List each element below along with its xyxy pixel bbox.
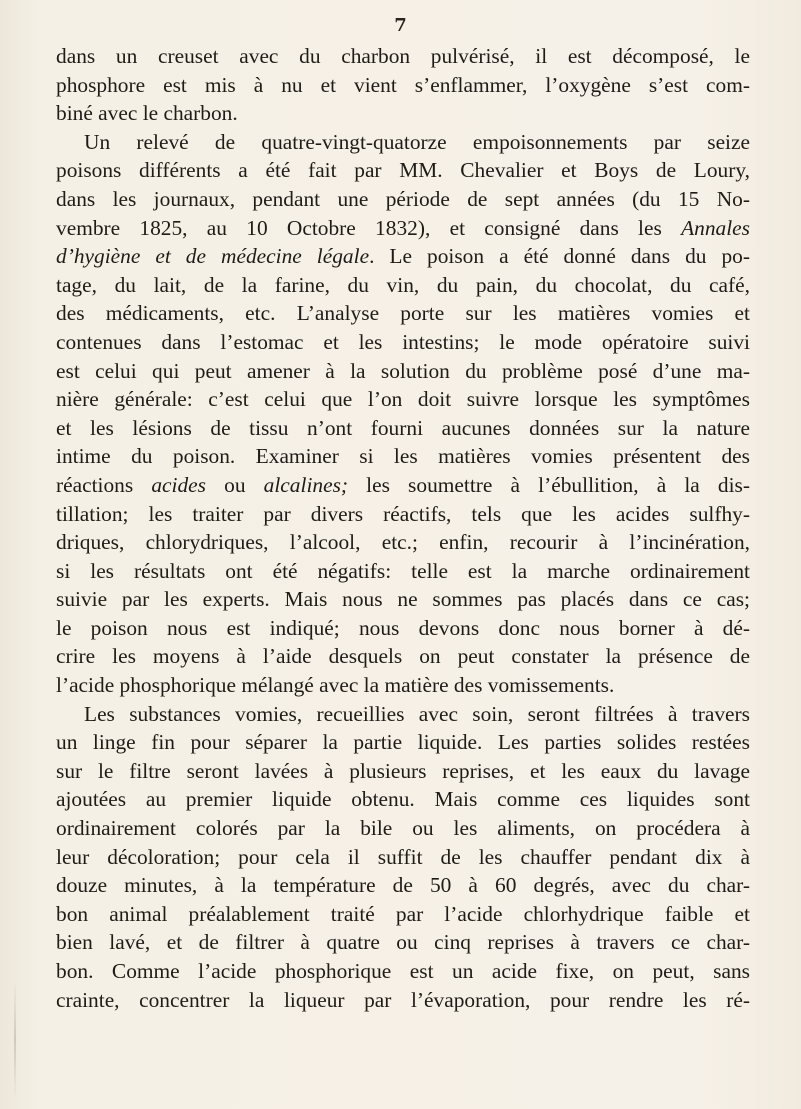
- text-segment: ou: [206, 472, 264, 497]
- text-line: bon animal préalablement traité par l’acide chlorhydrique faible et: [56, 901, 750, 926]
- text-line: [56, 471, 750, 500]
- text-line: biné avec le charbon.: [56, 101, 238, 126]
- body-text: [56, 42, 750, 1014]
- text-line: l’acide phosphorique mélangé avec la matière des vomissements.: [56, 673, 615, 698]
- text-line: dans un creuset avec du charbon pulvérisé, il est décomposé, le: [56, 44, 750, 68]
- italic-word: alcalines;: [263, 472, 349, 497]
- text-line: et les lésions de tissu n’ont fourni aucunes données sur la nature: [56, 415, 750, 440]
- text-line: est celui qui peut amener à la solution du problème posé d’une ma-: [56, 358, 750, 383]
- italic-title: Annales: [681, 215, 750, 240]
- text-line: ajoutées au premier liquide obtenu. Mais comme ces liquides sont: [56, 787, 750, 812]
- text-line: le poison nous est indiqué; nous devons donc nous borner à dé-: [56, 615, 750, 640]
- text-line: contenues dans l’estomac et les intestins; le mode opératoire suivi: [56, 329, 750, 354]
- text-line: [56, 242, 750, 271]
- text-line: bon. Comme l’acide phosphorique est un acide fixe, on peut, sans: [56, 959, 750, 983]
- text-line: dans les journaux, pendant une période de sept années (du 15 No-: [56, 186, 750, 211]
- text-segment: vembre 1825, au 10 Octobre 1832), et consigné dans les: [56, 215, 682, 240]
- text-line: intime du poison. Examiner si les matières vomies présentent des: [56, 444, 750, 469]
- text-line: tillation; les traiter par divers réactifs, tels que les acides sulfhy-: [56, 501, 750, 526]
- italic-word: acides: [151, 472, 206, 497]
- text-line: des médicaments, etc. L’analyse porte sur les matières vomies et: [56, 301, 750, 326]
- text-line: crire les moyens à l’aide desquels on peut constater la présence de: [56, 644, 750, 669]
- text-line: si les résultats ont été négatifs: telle est la marche ordinairement: [56, 558, 750, 583]
- text-line: ordinairement colorés par la bile ou les aliments, on procédera à: [56, 816, 750, 841]
- text-segment: . Le poison a été donné dans du po-: [369, 244, 750, 269]
- text-line: sur le filtre seront lavées à plusieurs reprises, et les eaux du lavage: [56, 758, 750, 783]
- text-segment: réactions: [56, 472, 152, 497]
- page-number: 7: [394, 15, 407, 36]
- text-segment: les soumettre à l’ébullition, à la dis-: [348, 472, 750, 497]
- page-edge-shadow: [14, 980, 16, 1100]
- text-line: poisons différents a été fait par MM. Chevalier et Boys de Loury,: [56, 158, 750, 183]
- text-line: leur décoloration; pour cela il suffit de les chauffer pendant dix à: [56, 844, 750, 869]
- text-line: tage, du lait, de la farine, du vin, du pain, du chocolat, du café,: [56, 272, 750, 297]
- text-line: douze minutes, à la température de 50 à 60 degrés, avec du char-: [56, 873, 750, 898]
- text-line: phosphore est mis à nu et vient s’enflammer, l’oxygène s’est com-: [56, 72, 750, 97]
- text-line: un linge fin pour séparer la partie liquide. Les parties solides restées: [56, 730, 750, 755]
- text-line: Un relevé de quatre-vingt-quatorze empoisonnements par seize: [84, 129, 750, 154]
- text-line: nière générale: c’est celui que l’on doit suivre lorsque les symptômes: [56, 387, 750, 412]
- text-line: crainte, concentrer la liqueur par l’évaporation, pour rendre les ré-: [56, 987, 750, 1012]
- text-line: bien lavé, et de filtrer à quatre ou cinq reprises à travers ce char-: [56, 930, 750, 955]
- text-line: driques, chlorydriques, l’alcool, etc.; enfin, recourir à l’incinération,: [56, 530, 750, 555]
- italic-title: d’hygiène et de médecine légale: [56, 244, 370, 269]
- text-line: suivie par les experts. Mais nous ne sommes pas placés dans ce cas;: [56, 587, 750, 612]
- text-line: Les substances vomies, recueillies avec soin, seront filtrées à travers: [84, 701, 750, 726]
- text-line: [56, 214, 750, 243]
